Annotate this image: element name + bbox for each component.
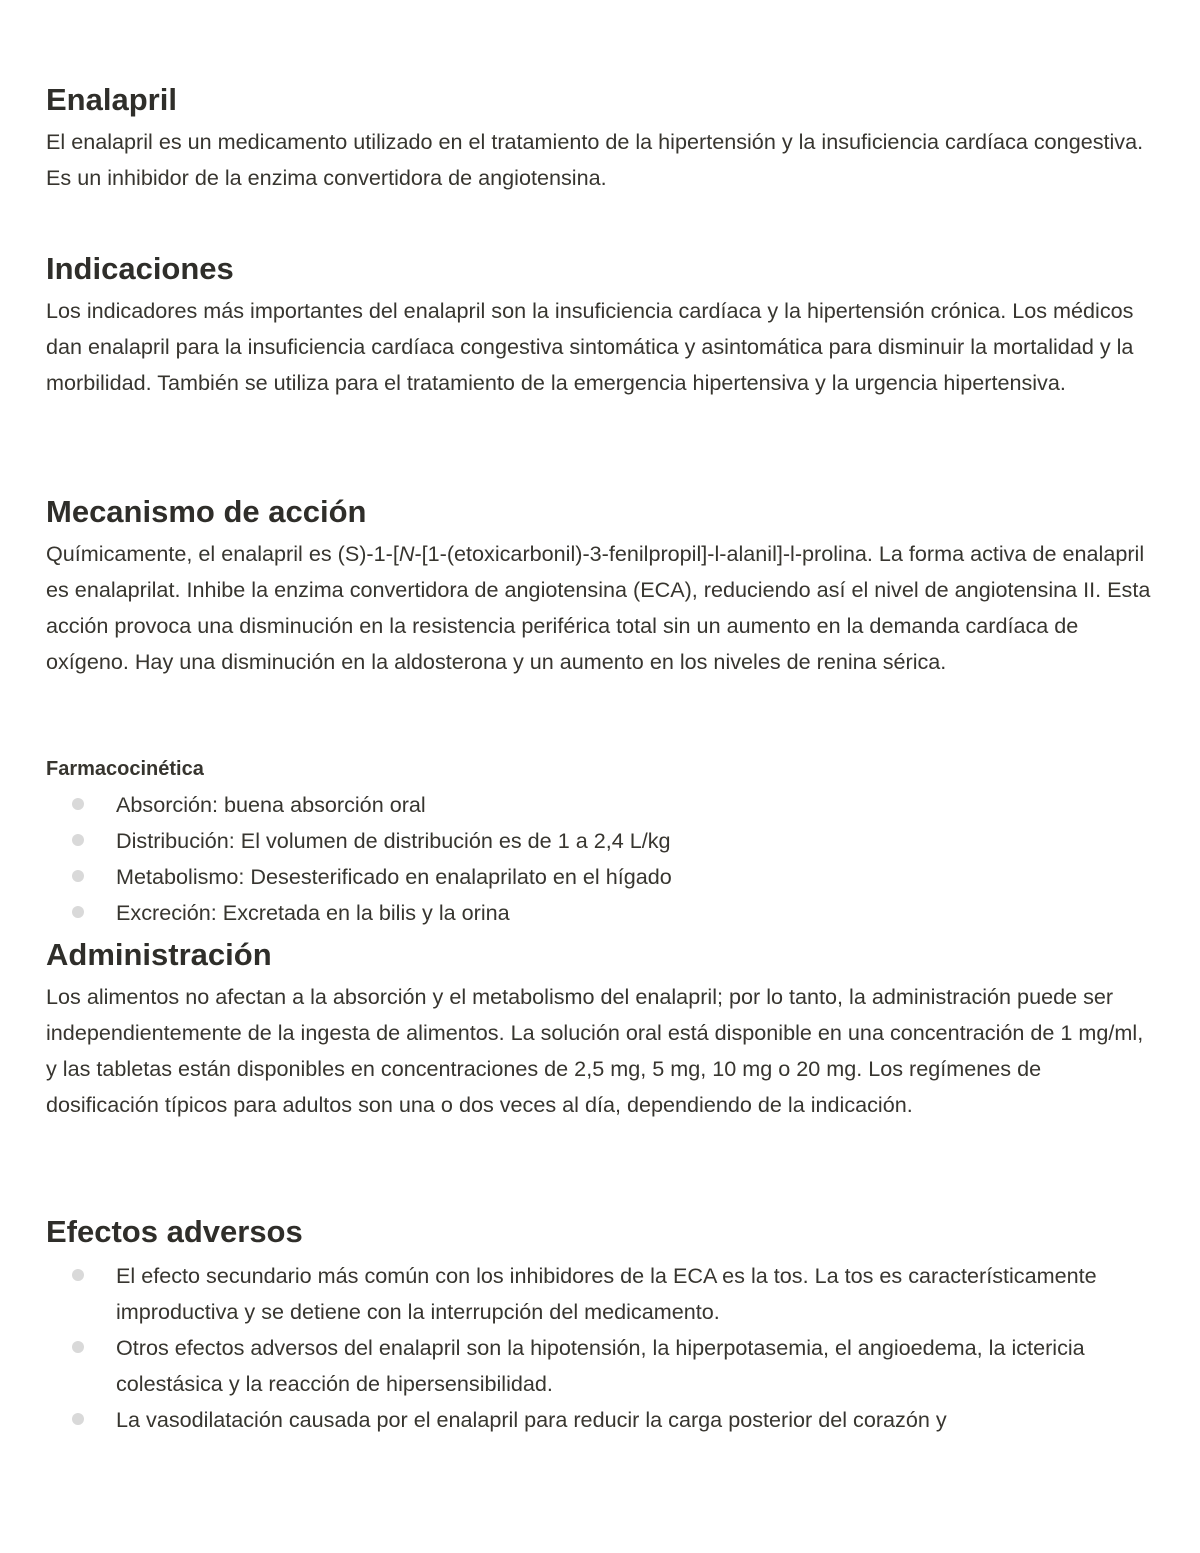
mecanismo-text-part2: -[1-(etoxicarbonil)-3-fenilpropil]-l-alanil]-l-prolina. La forma activa de enalapril es enalaprilat. Inhibe la enzima convertidora de angiotensina (ECA), reduciendo así el nivel de angiotensina II. Esta acción provoca una disminución en la resistencia periférica total sin un aumento en la demanda cardíaca de oxígeno. Hay una disminución en la aldosterona y un aumento en los niveles de renina sérica. [46,541,1151,674]
mecanismo-text-part1: Químicamente, el enalapril es (S)-1-[ [46,541,399,566]
paragraph-administracion: Los alimentos no afectan a la absorción y el metabolismo del enalapril; por lo tanto, la administración puede ser independientemente de la ingesta de alimentos. La solución oral está disponible en una concentración de 1 mg/ml, y las tabletas están disponibles en concentraciones de 2,5 mg, 5 mg, 10 mg o 20 mg. Los regímenes de dosificación típicos para adultos son una o dos veces al día, dependiendo de la indicación. [46,984,1144,1117]
bullet-icon [72,1413,84,1425]
efectos-list [46,1258,1156,1438]
list-item-text: Distribución: El volumen de distribución es de 1 a 2,4 L/kg [116,828,671,853]
list-item [46,823,1156,859]
bullet-icon [72,834,84,846]
heading-administracion: Administración [46,937,272,972]
list-item-text: Metabolismo: Desesterificado en enalaprilato en el hígado [116,864,672,889]
heading-mecanismo: Mecanismo de acción [46,494,367,529]
list-item-text: El efecto secundario más común con los inhibidores de la ECA es la tos. La tos es característicamente improductiva y se detiene con la interrupción del medicamento. [116,1263,1097,1324]
list-item [46,859,1156,895]
bullet-icon [72,798,84,810]
bullet-icon [72,1341,84,1353]
bullet-icon [72,906,84,918]
heading-efectos: Efectos adversos [46,1214,303,1249]
list-item-text: Excreción: Excretada en la bilis y la orina [116,900,510,925]
paragraph-mecanismo [46,536,1156,680]
list-item [46,1258,1156,1330]
list-item-text: Absorción: buena absorción oral [116,792,426,817]
heading-indicaciones: Indicaciones [46,251,234,286]
list-item-text: La vasodilatación causada por el enalapril para reducir la carga posterior del corazón y [116,1407,947,1432]
paragraph-enalapril: El enalapril es un medicamento utilizado en el tratamiento de la hipertensión y la insuficiencia cardíaca congestiva. Es un inhibidor de la enzima convertidora de angiotensina. [46,129,1144,190]
list-item [46,787,1156,823]
heading-farmacocinetica: Farmacocinética [46,758,204,780]
heading-enalapril: Enalapril [46,82,177,117]
list-item [46,1330,1156,1402]
mecanismo-text-italic: N [398,541,415,566]
farmacocinetica-list [46,787,1156,931]
bullet-icon [72,1269,84,1281]
paragraph-indicaciones: Los indicadores más importantes del enalapril son la insuficiencia cardíaca y la hipertensión crónica. Los médicos dan enalapril para la insuficiencia cardíaca congestiva sintomática y asintomática para disminuir la mortalidad y la morbilidad. También se utiliza para el tratamiento de la emergencia hipertensiva y la urgencia hipertensiva. [46,298,1134,395]
list-item-text: Otros efectos adversos del enalapril son la hipotensión, la hiperpotasemia, el angioedema, la ictericia colestásica y la reacción de hipersensibilidad. [116,1335,1085,1396]
list-item [46,1402,1156,1438]
list-item [46,895,1156,931]
bullet-icon [72,870,84,882]
